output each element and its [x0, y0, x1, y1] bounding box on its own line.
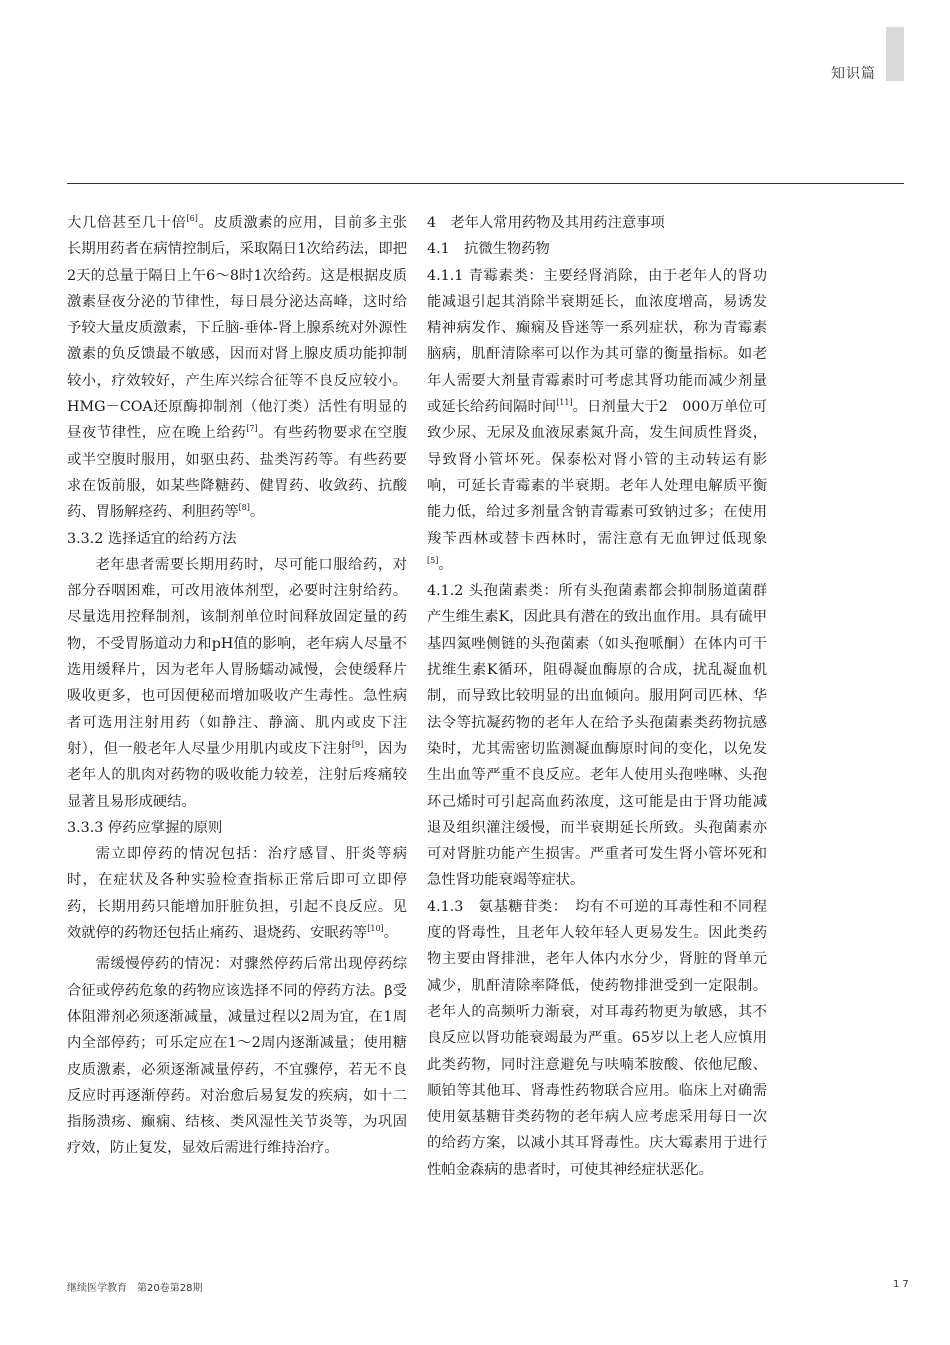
heading-4: 4 老年人常用药物及其用药注意事项	[427, 215, 665, 231]
citation: [9]	[351, 740, 364, 750]
header-tab-marker	[886, 27, 904, 81]
paragraph-aminoglycoside: 4.1.3 氨基糖苷类： 均有不可逆的耳毒性和不同程度的肾毒性，且老年人较年轻人更易发生。因此类药物主要由肾排泄，老年人体内水分少，肾脏的肾单元减少，肌酐清除率降低，使药物排泄受到一定限制。老年人的高频听力渐衰，对耳毒药物更为敏感，其不良反应以肾功能衰竭最为严重。65岁以上老人应慎用此类药物，同时注意避免与呋喃苯胺酸、依他尼酸、顺铂等其他耳、肾毒性药物联合应用。临床上对确需使用氨基糖苷类药物的老年病人应考虑采用每日一次的给药方案，以减小其耳肾毒性。庆大霉素用于进行性帕金森病的患者时，可使其神经症状恶化。	[427, 898, 767, 1178]
text-run: 。	[249, 504, 265, 521]
paragraph-penicillin	[427, 263, 767, 579]
text-run: 。有些药物要求在空腹或半空腹时服用，如驱虫药、盐类泻药等。有些药要求在饭前服，如某些降糖药、健胃药、收敛药、抗酸药、胃肠解痉药、利胆药等	[67, 425, 408, 521]
left-column	[67, 210, 407, 1162]
text-run: 需立即停药的情况包括：治疗感冒、肝炎等病时，在症状及各种实验检查指标正常后即可立即停药，长期用药只能增加肝脏负担，引起不良反应。见效就停的药物还包括止痛药、退烧药、安眠药等	[67, 846, 407, 942]
paragraph-stop-immediately	[67, 841, 407, 946]
text-run: 大几倍甚至几十倍	[67, 215, 187, 231]
page-number: 17	[893, 1279, 912, 1290]
citation: [10]	[367, 924, 384, 934]
citation: [5]	[427, 556, 439, 566]
journal-footer: 继续医学教育 第20卷第28期	[67, 1283, 203, 1294]
right-column	[427, 210, 767, 1183]
paragraph-administration	[67, 552, 407, 815]
text-run: 。	[438, 556, 453, 573]
paragraph-continued	[67, 210, 407, 526]
paragraph-stop-slowly: 需缓慢停药的情况：对骤然停药后常出现停药综合征或停药危象的药物应该选择不同的停药方法。β受体阻滞剂必须逐渐减量，减量过程以2周为宜，在1周内全部停药；可乐定应在1～2周内逐渐减量；使用糖皮质激素，必须逐渐减量停药，不宜骤停，若无不良反应时再逐渐停药。对治愈后易复发的疾病，如十二指肠溃疡、癫痫、结核、类风湿性关节炎等，为巩固疗效，防止复发，显效后需进行维持治疗。	[67, 956, 407, 1157]
paragraph-cephalosporin: 4.1.2 头孢菌素类：所有头孢菌素都会抑制肠道菌群产生维生素K，因此具有潜在的致出血作用。具有硫甲基四氮唑侧链的头孢菌素（如头孢哌酮）在体内可干扰维生素K循环，阻碍凝血酶原的合成，扰乱凝血机制，而导致比较明显的出血倾向。服用阿司匹林、华法令等抗凝药物的老年人在给予头孢菌素类药物抗感染时，尤其需密切监测凝血酶原时间的变化，以免发生出血等严重不良反应。老年人使用头孢唑啉、头孢环己烯时可引起高血药浓度，这可能是由于肾功能减退及组织灌注缓慢，而半衰期延长所致。头孢菌素亦可对肾脏功能产生损害。严重者可发生肾小管坏死和急性肾功能衰竭等症状。	[427, 583, 767, 889]
text-run: 。	[383, 925, 398, 942]
heading-3-3-3: 3.3.3 停药应掌握的原则	[67, 819, 223, 836]
citation: [11]	[556, 398, 573, 408]
citation: [7]	[246, 424, 258, 434]
citation: [8]	[238, 503, 250, 513]
text-run: ，因为老年人的肌肉对药物的吸收能力较差，注射后疼痛较显著且易形成硬结。	[67, 740, 408, 810]
heading-4-1: 4.1 抗微生物药物	[427, 241, 550, 258]
text-run: 4.1.1 青霉素类：主要经肾消除，由于老年人的肾功能减退引起其消除半衰期延长，血浓度增高，易诱发精神病发作、癫痫及昏迷等一系列症状，称为青霉素脑病，肌酐清除率可以作为其可靠的衡量指标。如老年人需要大剂量青霉素时可考虑其肾功能而减少剂量或延长给药间隔时间	[427, 267, 767, 416]
citation: [6]	[186, 214, 198, 224]
section-label: 知识篇	[831, 66, 876, 82]
text-run: 老年患者需要长期用药时，尽可能口服给药，对部分吞咽困难，可改用液体剂型，必要时注射给药。尽量选用控释制剂，该制剂单位时间释放固定量的药物，不受胃肠道动力和pH值的影响，老年病人尽量不选用缓释片，因为老年人胃肠蠕动减慢，会使缓释片吸收更多，也可因便秘而增加吸收产生毒性。急性病者可选用注射用药（如静注、静滴、肌内或皮下注射），但一般老年人尽量少用肌内或皮下注射	[67, 556, 407, 757]
heading-3-3-2: 3.3.2 选择适宜的给药方法	[67, 530, 237, 547]
text-run: 。皮质激素的应用，目前多主张长期用药者在病情控制后，采取隔日1次给药法，即把2天的总量于隔日上午6～8时1次给药。这是根据皮质激素昼夜分泌的节律性，每日晨分泌达高峰，这时给予较大量皮质激素，下丘脑-垂体-肾上腺系统对外源性激素的负反馈最不敏感，因而对肾上腺皮质功能抑制较小，疗效较好，产生库兴综合征等不良反应较小。HMG－COA还原酶抑制剂（他汀类）活性有明显的昼夜节律性，应在晚上给药	[67, 215, 408, 442]
text-run: 。日剂量大于2 000万单位可致少尿、无尿及血液尿素氮升高，发生间质性肾炎，导致肾小管坏死。保泰松对肾小管的主动转运有影响，可延长青霉素的半衰期。老年人处理电解质平衡能力低，给过多剂量含钠青霉素可致钠过多；在使用羧苄西林或替卡西林时，需注意有无血钾过低现象	[427, 399, 767, 547]
header-divider	[67, 183, 904, 184]
